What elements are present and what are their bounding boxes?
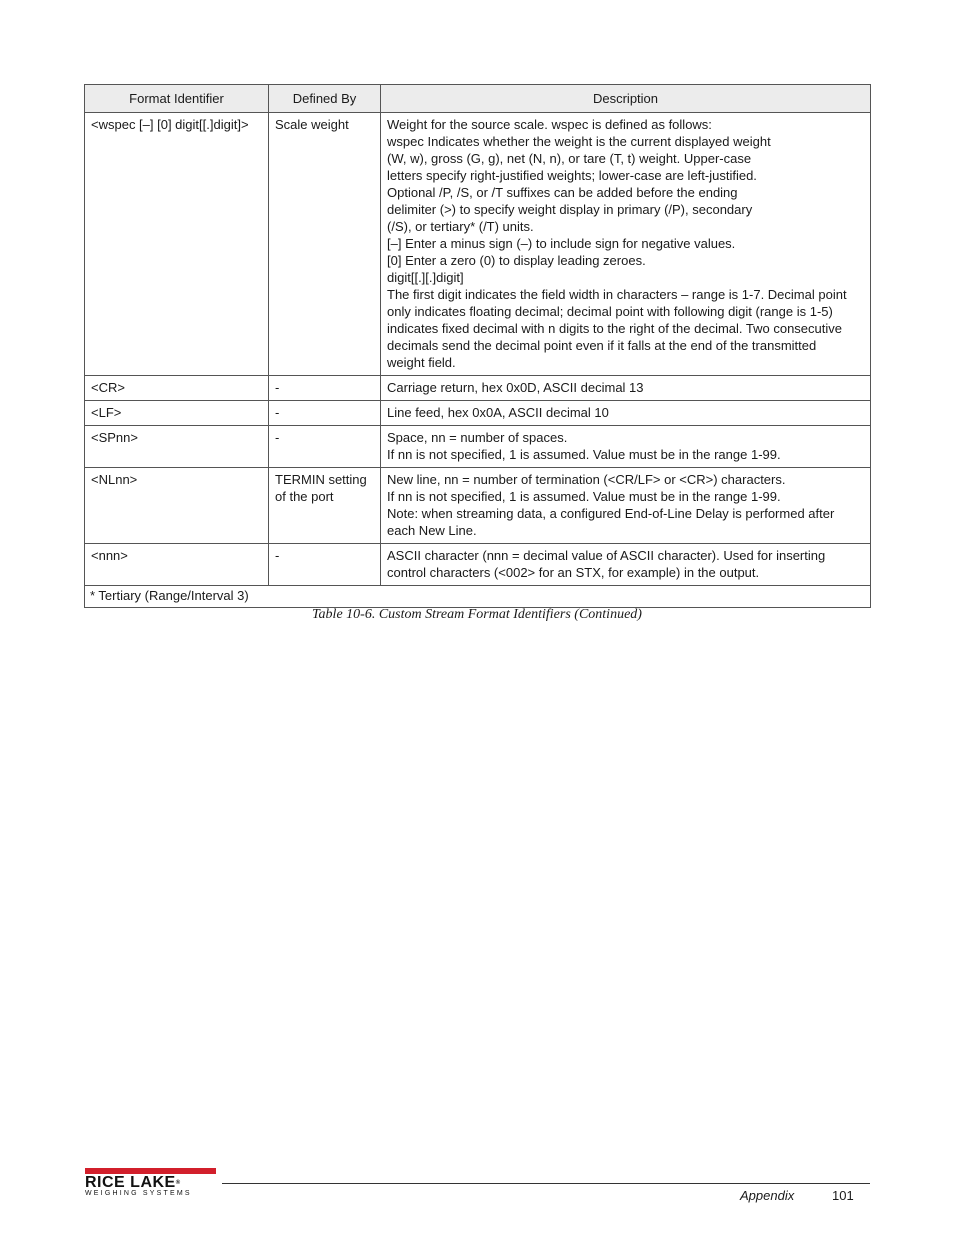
description-line: Line feed, hex 0x0A, ASCII decimal 10 <box>387 405 609 420</box>
description-line: decimals send the decimal point even if it falls at the end of the transmitted <box>387 338 817 353</box>
table-row <box>85 426 871 468</box>
description-line: Note: when streaming data, a configured End-of-Line Delay is performed after <box>387 506 835 521</box>
description-line: If nn is not specified, 1 is assumed. Value must be in the range 1-99. <box>387 447 781 462</box>
cell-defined-by <box>269 113 381 376</box>
description-line: indicates fixed decimal with n digits to the right of the decimal. Two consecutive <box>387 321 842 336</box>
description-line: control characters (<002> for an STX, for example) in the output. <box>387 565 760 580</box>
cell-format-identifier: <NLnn> <box>85 468 269 544</box>
footer-rule <box>222 1183 870 1184</box>
description-line: If nn is not specified, 1 is assumed. Value must be in the range 1-99. <box>387 489 781 504</box>
format-identifiers-table <box>84 84 871 608</box>
cell-defined-by <box>269 376 381 401</box>
table-footnote: * Tertiary (Range/Interval 3) <box>85 586 871 608</box>
cell-format-identifier: <SPnn> <box>85 426 269 468</box>
cell-defined-by <box>269 401 381 426</box>
table-header-row <box>85 85 871 113</box>
defined-by-line: of the port <box>275 489 334 504</box>
description-line: each New Line. <box>387 523 477 538</box>
description-line: letters specify right-justified weights; lower-case are left-justified. <box>387 168 757 183</box>
rice-lake-logo <box>85 1168 216 1198</box>
cell-format-identifier: <nnn> <box>85 544 269 586</box>
logo-subtitle: WEIGHING SYSTEMS <box>85 1190 192 1197</box>
table-footnote-row <box>85 586 871 608</box>
header-defined-by: Defined By <box>269 85 381 113</box>
table-caption: Table 10-6. Custom Stream Format Identifiers (Continued) <box>312 607 642 622</box>
table-row <box>85 113 871 376</box>
description-line: [–] Enter a minus sign (–) to include sign for negative values. <box>387 236 736 251</box>
cell-format-identifier: <LF> <box>85 401 269 426</box>
defined-by-line: - <box>275 380 280 395</box>
description-line: (W, w), gross (G, g), net (N, n), or tare (T, t) weight. Upper-case <box>387 151 752 166</box>
defined-by-line: TERMIN setting <box>275 472 367 487</box>
defined-by-line: - <box>275 430 280 445</box>
description-line: The first digit indicates the field width in characters – range is 1-7. Decimal point <box>387 287 847 302</box>
cell-description <box>381 113 871 376</box>
description-line: only indicates floating decimal; decimal point with following digit (range is 1-5) <box>387 304 833 319</box>
description-line: New line, nn = number of termination (<CR/LF> or <CR>) characters. <box>387 472 786 487</box>
cell-description <box>381 544 871 586</box>
header-format-identifier: Format Identifier <box>85 85 269 113</box>
description-line: Carriage return, hex 0x0D, ASCII decimal 13 <box>387 380 644 395</box>
cell-format-identifier: <CR> <box>85 376 269 401</box>
cell-description <box>381 376 871 401</box>
description-line: digit[[.][.]digit] <box>387 270 464 285</box>
description-line: Space, nn = number of spaces. <box>387 430 568 445</box>
description-line: delimiter (>) to specify weight display in primary (/P), secondary <box>387 202 753 217</box>
cell-defined-by <box>269 468 381 544</box>
table-row <box>85 468 871 544</box>
cell-defined-by <box>269 426 381 468</box>
logo-wordmark: RICE LAKE® <box>85 1174 181 1191</box>
cell-description <box>381 468 871 544</box>
cell-description <box>381 401 871 426</box>
description-line: Optional /P, /S, or /T suffixes can be added before the ending <box>387 185 738 200</box>
description-line: wspec Indicates whether the weight is the current displayed weight <box>387 134 771 149</box>
cell-description <box>381 426 871 468</box>
description-line: [0] Enter a zero (0) to display leading zeroes. <box>387 253 646 268</box>
description-line: weight field. <box>387 355 456 370</box>
table-row <box>85 401 871 426</box>
description-line: Weight for the source scale. wspec is defined as follows: <box>387 117 712 132</box>
cell-format-identifier: <wspec [–] [0] digit[[.]digit]> <box>85 113 269 376</box>
table-row <box>85 544 871 586</box>
defined-by-line: - <box>275 548 280 563</box>
description-line: (/S), or tertiary* (/T) units. <box>387 219 534 234</box>
table-row <box>85 376 871 401</box>
defined-by-line: Scale weight <box>275 117 349 132</box>
description-line: ASCII character (nnn = decimal value of ASCII character). Used for inserting <box>387 548 826 563</box>
cell-defined-by <box>269 544 381 586</box>
footer-section-label: Appendix <box>740 1188 795 1203</box>
defined-by-line: - <box>275 405 280 420</box>
header-description: Description <box>381 85 871 113</box>
page-number: 101 <box>832 1188 854 1203</box>
